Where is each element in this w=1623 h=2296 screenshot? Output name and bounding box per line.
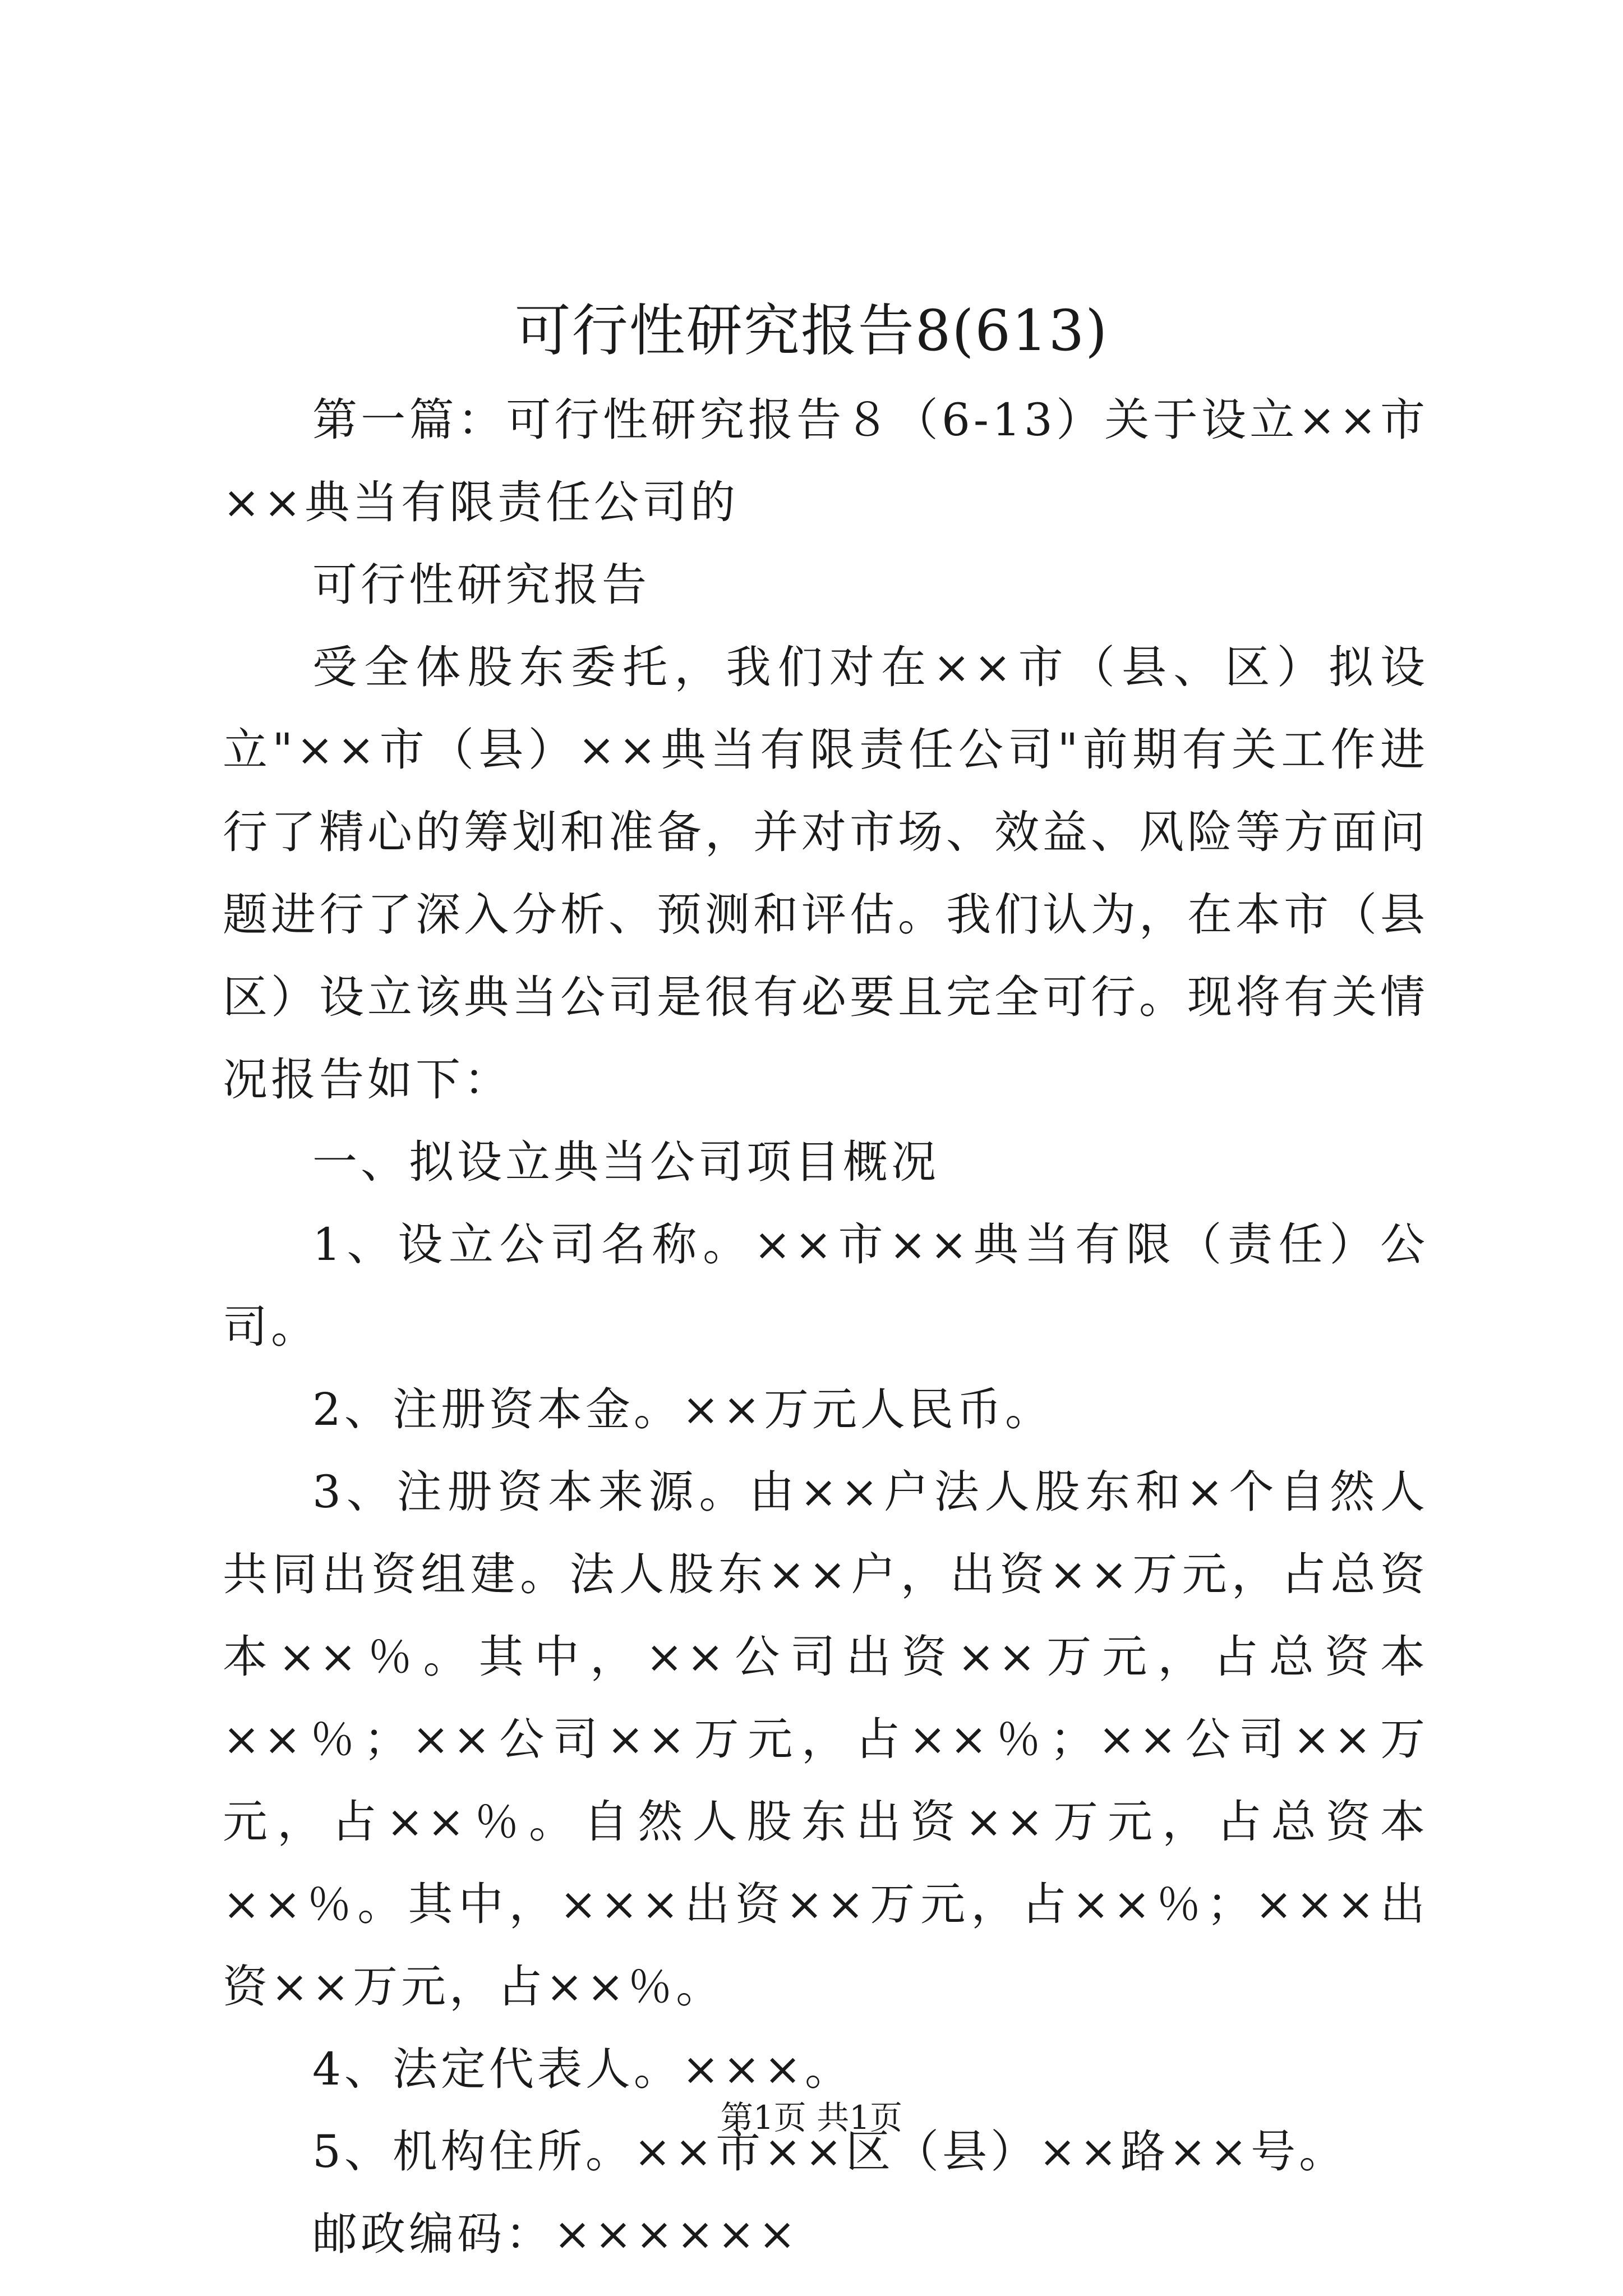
paragraph: 邮政编码：×××××× (312, 2208, 800, 2260)
paragraph: 5、机构住所。××市××区（县）××路××号。 (312, 2125, 1348, 2178)
paragraph: 1、设立公司名称。××市××典当有限（责任）公司。 (223, 1218, 1428, 1353)
page-footer: 第1页 共1页 (720, 2099, 903, 2137)
document-title: 可行性研究报告8(613) (514, 298, 1109, 364)
paragraph: 第一篇：可行性研究报告８（6-13）关于设立××市××典当有限责任公司的 (223, 394, 1428, 528)
paragraph: 一、拟设立典当公司项目概况 (312, 1136, 939, 1188)
paragraph: 2、注册资本金。××万元人民币。 (312, 1383, 1053, 1435)
paragraph: 3、注册资本来源。由××户法人股东和×个自然人共同出资组建。法人股东××户，出资××万元，占总资本××％。其中，××公司出资××万元，占总资本××％；××公司××万元，占××％；××公司××万元，占××％。自然人股东出资××万元，占总资本××％。其中，×××出资××万元，占××％；×××出资××万元，占××％。 (223, 1466, 1428, 2013)
document-body (223, 379, 1428, 2275)
paragraph: 可行性研究报告 (312, 559, 650, 611)
paragraph: 受全体股东委托，我们对在××市（县、区）拟设立"××市（县）××典当有限责任公司"前期有关工作进行了精心的筹划和准备，并对市场、效益、风险等方面问题进行了深入分析、预测和评估。我们认为，在本市（县区）设立该典当公司是很有必要且完全可行。现将有关情况报告如下： (223, 641, 1428, 1106)
paragraph: 4、法定代表人。×××。 (312, 2043, 853, 2095)
